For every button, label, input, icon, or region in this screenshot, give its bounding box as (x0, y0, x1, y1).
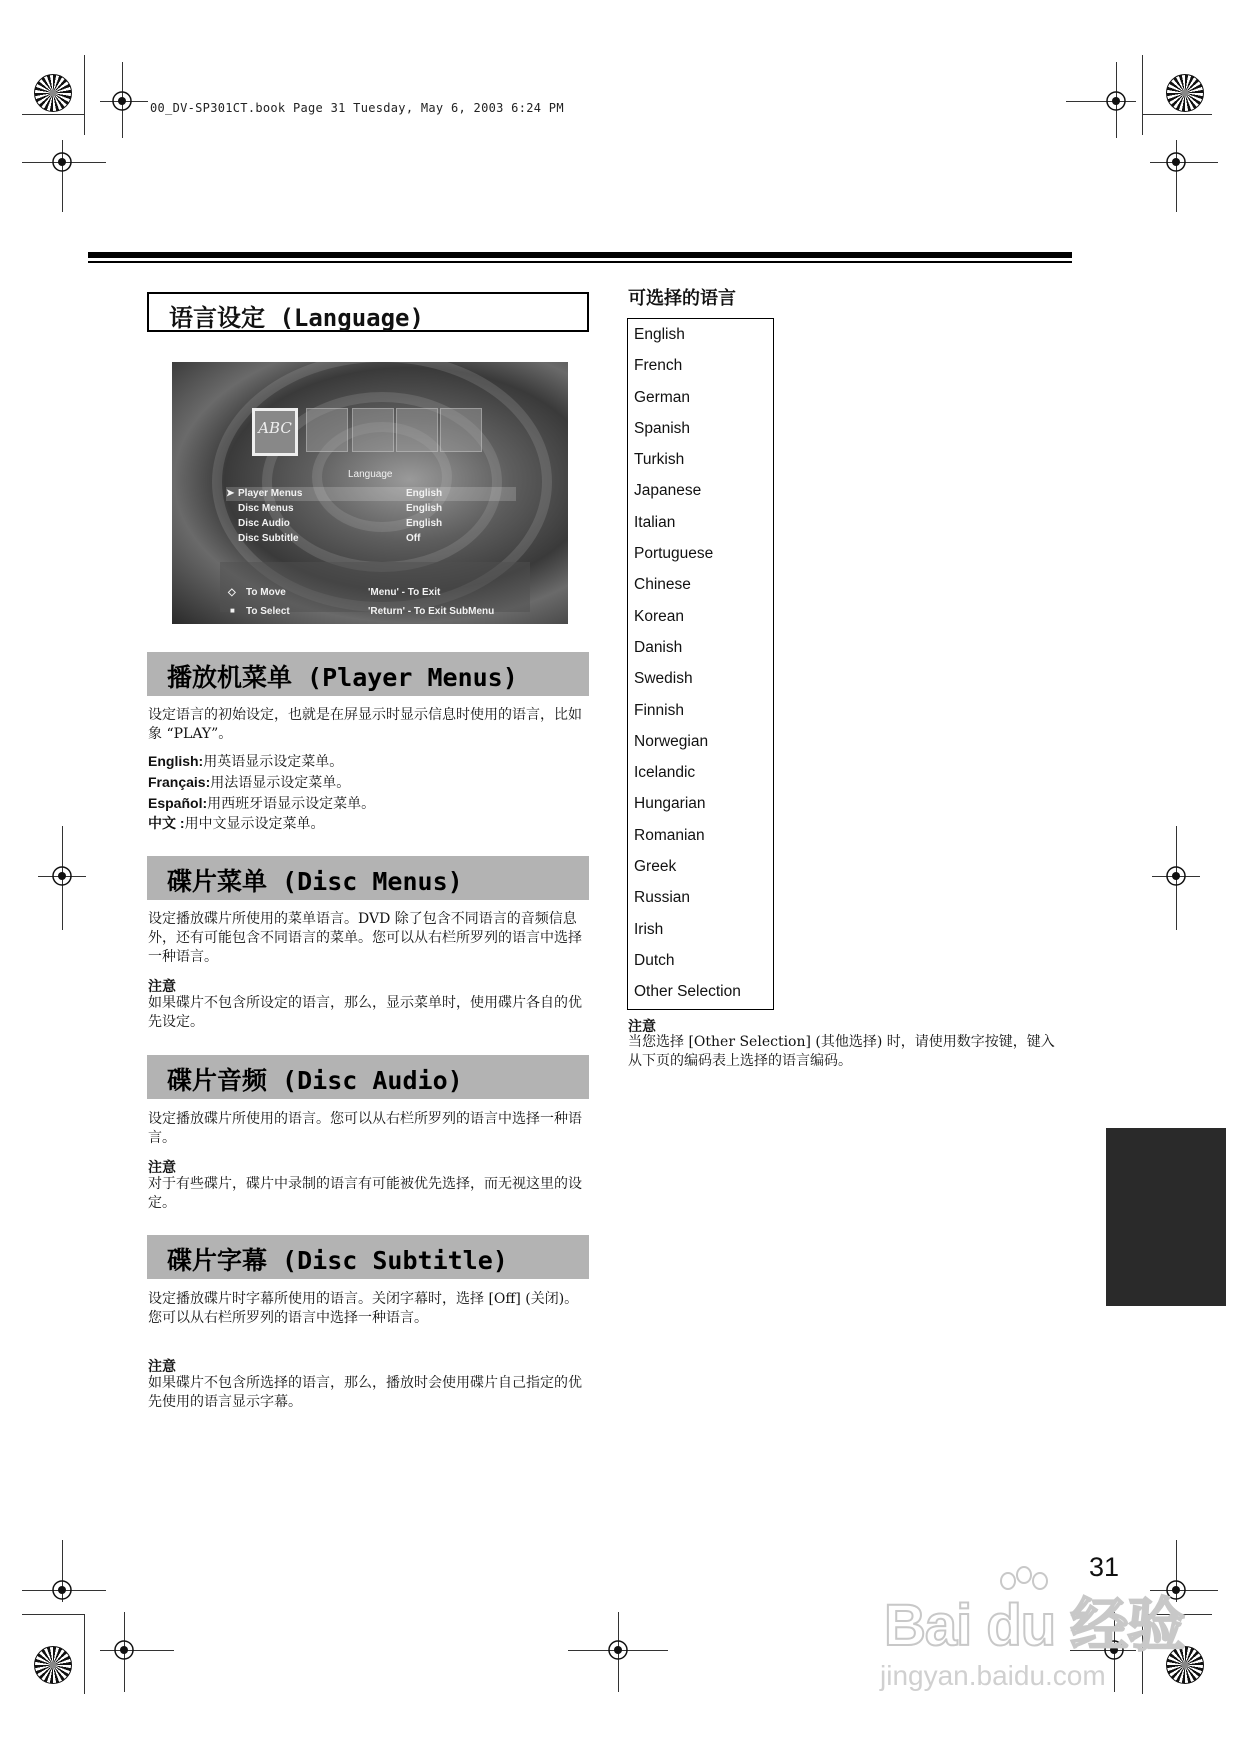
header-rule-thin (88, 261, 1072, 263)
registration-rosette (34, 1646, 72, 1684)
section-heading-disc-audio (147, 1055, 589, 1099)
other-selection-note: 当您选择 [Other Selection] (其他选择) 时，请使用数字按键，键入从下页的编码表上选择的语言编码。 (628, 1034, 1055, 1069)
list-item: Hungarian (634, 795, 706, 813)
osd-exit-hint: 'Menu' - To Exit (368, 587, 441, 598)
note-label: 注意 (148, 978, 176, 994)
osd-menu-title: Language (348, 469, 393, 480)
osd-screenshot (172, 362, 568, 624)
registration-target-icon (51, 1579, 73, 1601)
registration-target-icon (1105, 90, 1127, 112)
file-header: 00_DV-SP301CT.book Page 31 Tuesday, May 6, 2003 6:24 PM (150, 101, 564, 115)
section-heading-disc-menus (147, 856, 589, 900)
list-item: English (634, 326, 685, 343)
registration-target-icon (113, 1639, 135, 1661)
list-item: Russian (634, 889, 690, 907)
note-label: 注意 (148, 1358, 176, 1374)
disc-audio-note: 对于有些碟片，碟片中录制的语言有可能被优先选择，而无视这里的设定。 (148, 1176, 582, 1211)
language-menu-icon: ABC (252, 408, 298, 456)
note-label: 注意 (628, 1018, 656, 1034)
disc-subtitle-note: 如果碟片不包含所选择的语言，那么，播放时会使用碟片自己指定的优先使用的语言显示字幕。 (148, 1375, 582, 1410)
list-item: Other Selection (634, 983, 741, 1001)
list-item: Dutch (634, 951, 675, 969)
disc-menu-icon (396, 408, 438, 452)
option-english: English:用英语显示设定菜单。 (148, 753, 344, 770)
option-chinese: 中文 :用中文显示设定菜单。 (148, 815, 325, 832)
list-item: Greek (634, 858, 677, 876)
osd-enter-icon: ■ (230, 606, 235, 615)
registration-target-icon (607, 1639, 629, 1661)
list-item: Irish (634, 920, 664, 938)
list-item: Finnish (634, 701, 684, 719)
osd-row-value: English (406, 518, 443, 529)
list-item: Italian (634, 513, 676, 531)
available-languages-list (627, 318, 774, 1010)
list-item: Korean (634, 607, 684, 625)
lock-menu-icon (440, 408, 482, 452)
list-item: Swedish (634, 670, 693, 688)
section-title: 碟片菜单 (Disc Menus) (167, 867, 463, 896)
player-menus-description: 设定语言的初始设定，也就是在屏显示时显示信息时使用的语言，比如象 “PLAY”。 (148, 707, 582, 742)
page-title: 语言设定 (Language) (169, 304, 424, 332)
osd-row-label: Disc Audio (238, 518, 290, 529)
available-languages-title: 可选择的语言 (628, 288, 736, 308)
list-item: Icelandic (634, 764, 696, 782)
audio-menu-icon (306, 408, 348, 452)
page-title-box (147, 292, 589, 332)
option-spanish: Español:用西班牙语显示设定菜单。 (148, 795, 376, 812)
list-item: Norwegian (634, 732, 709, 750)
watermark-brand: Bai du 经验 (884, 1593, 1185, 1658)
list-item: German (634, 388, 690, 406)
registration-target-icon (51, 865, 73, 887)
section-heading-player-menus (147, 652, 589, 696)
osd-row-value: English (406, 503, 443, 514)
list-item: French (634, 357, 683, 375)
display-menu-icon (352, 408, 394, 452)
osd-cursor-icon: ➤ (226, 488, 235, 499)
osd-row-value: English (406, 488, 443, 499)
osd-select-hint: To Select (246, 606, 290, 617)
disc-menus-note: 如果碟片不包含所设定的语言，那么，显示菜单时，使用碟片各自的优先设定。 (148, 995, 582, 1030)
page-number: 31 (1089, 1552, 1120, 1582)
list-item: Turkish (634, 451, 685, 469)
registration-target-icon (111, 90, 133, 112)
list-item: Danish (634, 638, 683, 656)
list-item: Romanian (634, 826, 705, 844)
osd-row-value: Off (406, 533, 421, 544)
osd-move-hint: To Move (246, 587, 286, 598)
chapter-side-tab (1106, 1128, 1226, 1306)
registration-target-icon (1165, 865, 1187, 887)
watermark-url: jingyan.baidu.com (880, 1660, 1106, 1691)
registration-target-icon (51, 151, 73, 173)
list-item: Japanese (634, 482, 702, 500)
option-french: Français:用法语显示设定菜单。 (148, 774, 351, 791)
disc-audio-description: 设定播放碟片所使用的语言。您可以从右栏所罗列的语言中选择一种语言。 (148, 1111, 582, 1146)
section-title: 碟片音频 (Disc Audio) (167, 1066, 463, 1095)
header-rule (88, 252, 1072, 258)
osd-dpad-icon: ◇ (228, 587, 236, 598)
registration-rosette (1166, 74, 1204, 112)
list-item: Portuguese (634, 545, 714, 563)
disc-subtitle-description: 设定播放碟片时字幕所使用的语言。关闭字幕时，选择 [Off] (关闭)。您可以从右栏所罗列的语言中选择一种语言。 (148, 1291, 579, 1326)
osd-row-label: Player Menus (238, 488, 303, 499)
registration-rosette (34, 74, 72, 112)
section-title: 碟片字幕 (Disc Subtitle) (167, 1246, 508, 1275)
section-heading-disc-subtitle (147, 1235, 589, 1279)
disc-menus-description: 设定播放碟片所使用的菜单语言。DVD 除了包含不同语言的音频信息外，还有可能包含不同语言的菜单。您可以从右栏所罗列的语言中选择一种语言。 (148, 911, 582, 965)
list-item: Chinese (634, 576, 691, 594)
registration-target-icon (1165, 151, 1187, 173)
osd-row-label: Disc Menus (238, 503, 294, 514)
list-item: Spanish (634, 419, 691, 437)
note-label: 注意 (148, 1159, 176, 1175)
osd-row-label: Disc Subtitle (238, 533, 299, 544)
osd-exit-submenu-hint: 'Return' - To Exit SubMenu (368, 606, 495, 617)
section-title: 播放机菜单 (Player Menus) (167, 663, 518, 692)
